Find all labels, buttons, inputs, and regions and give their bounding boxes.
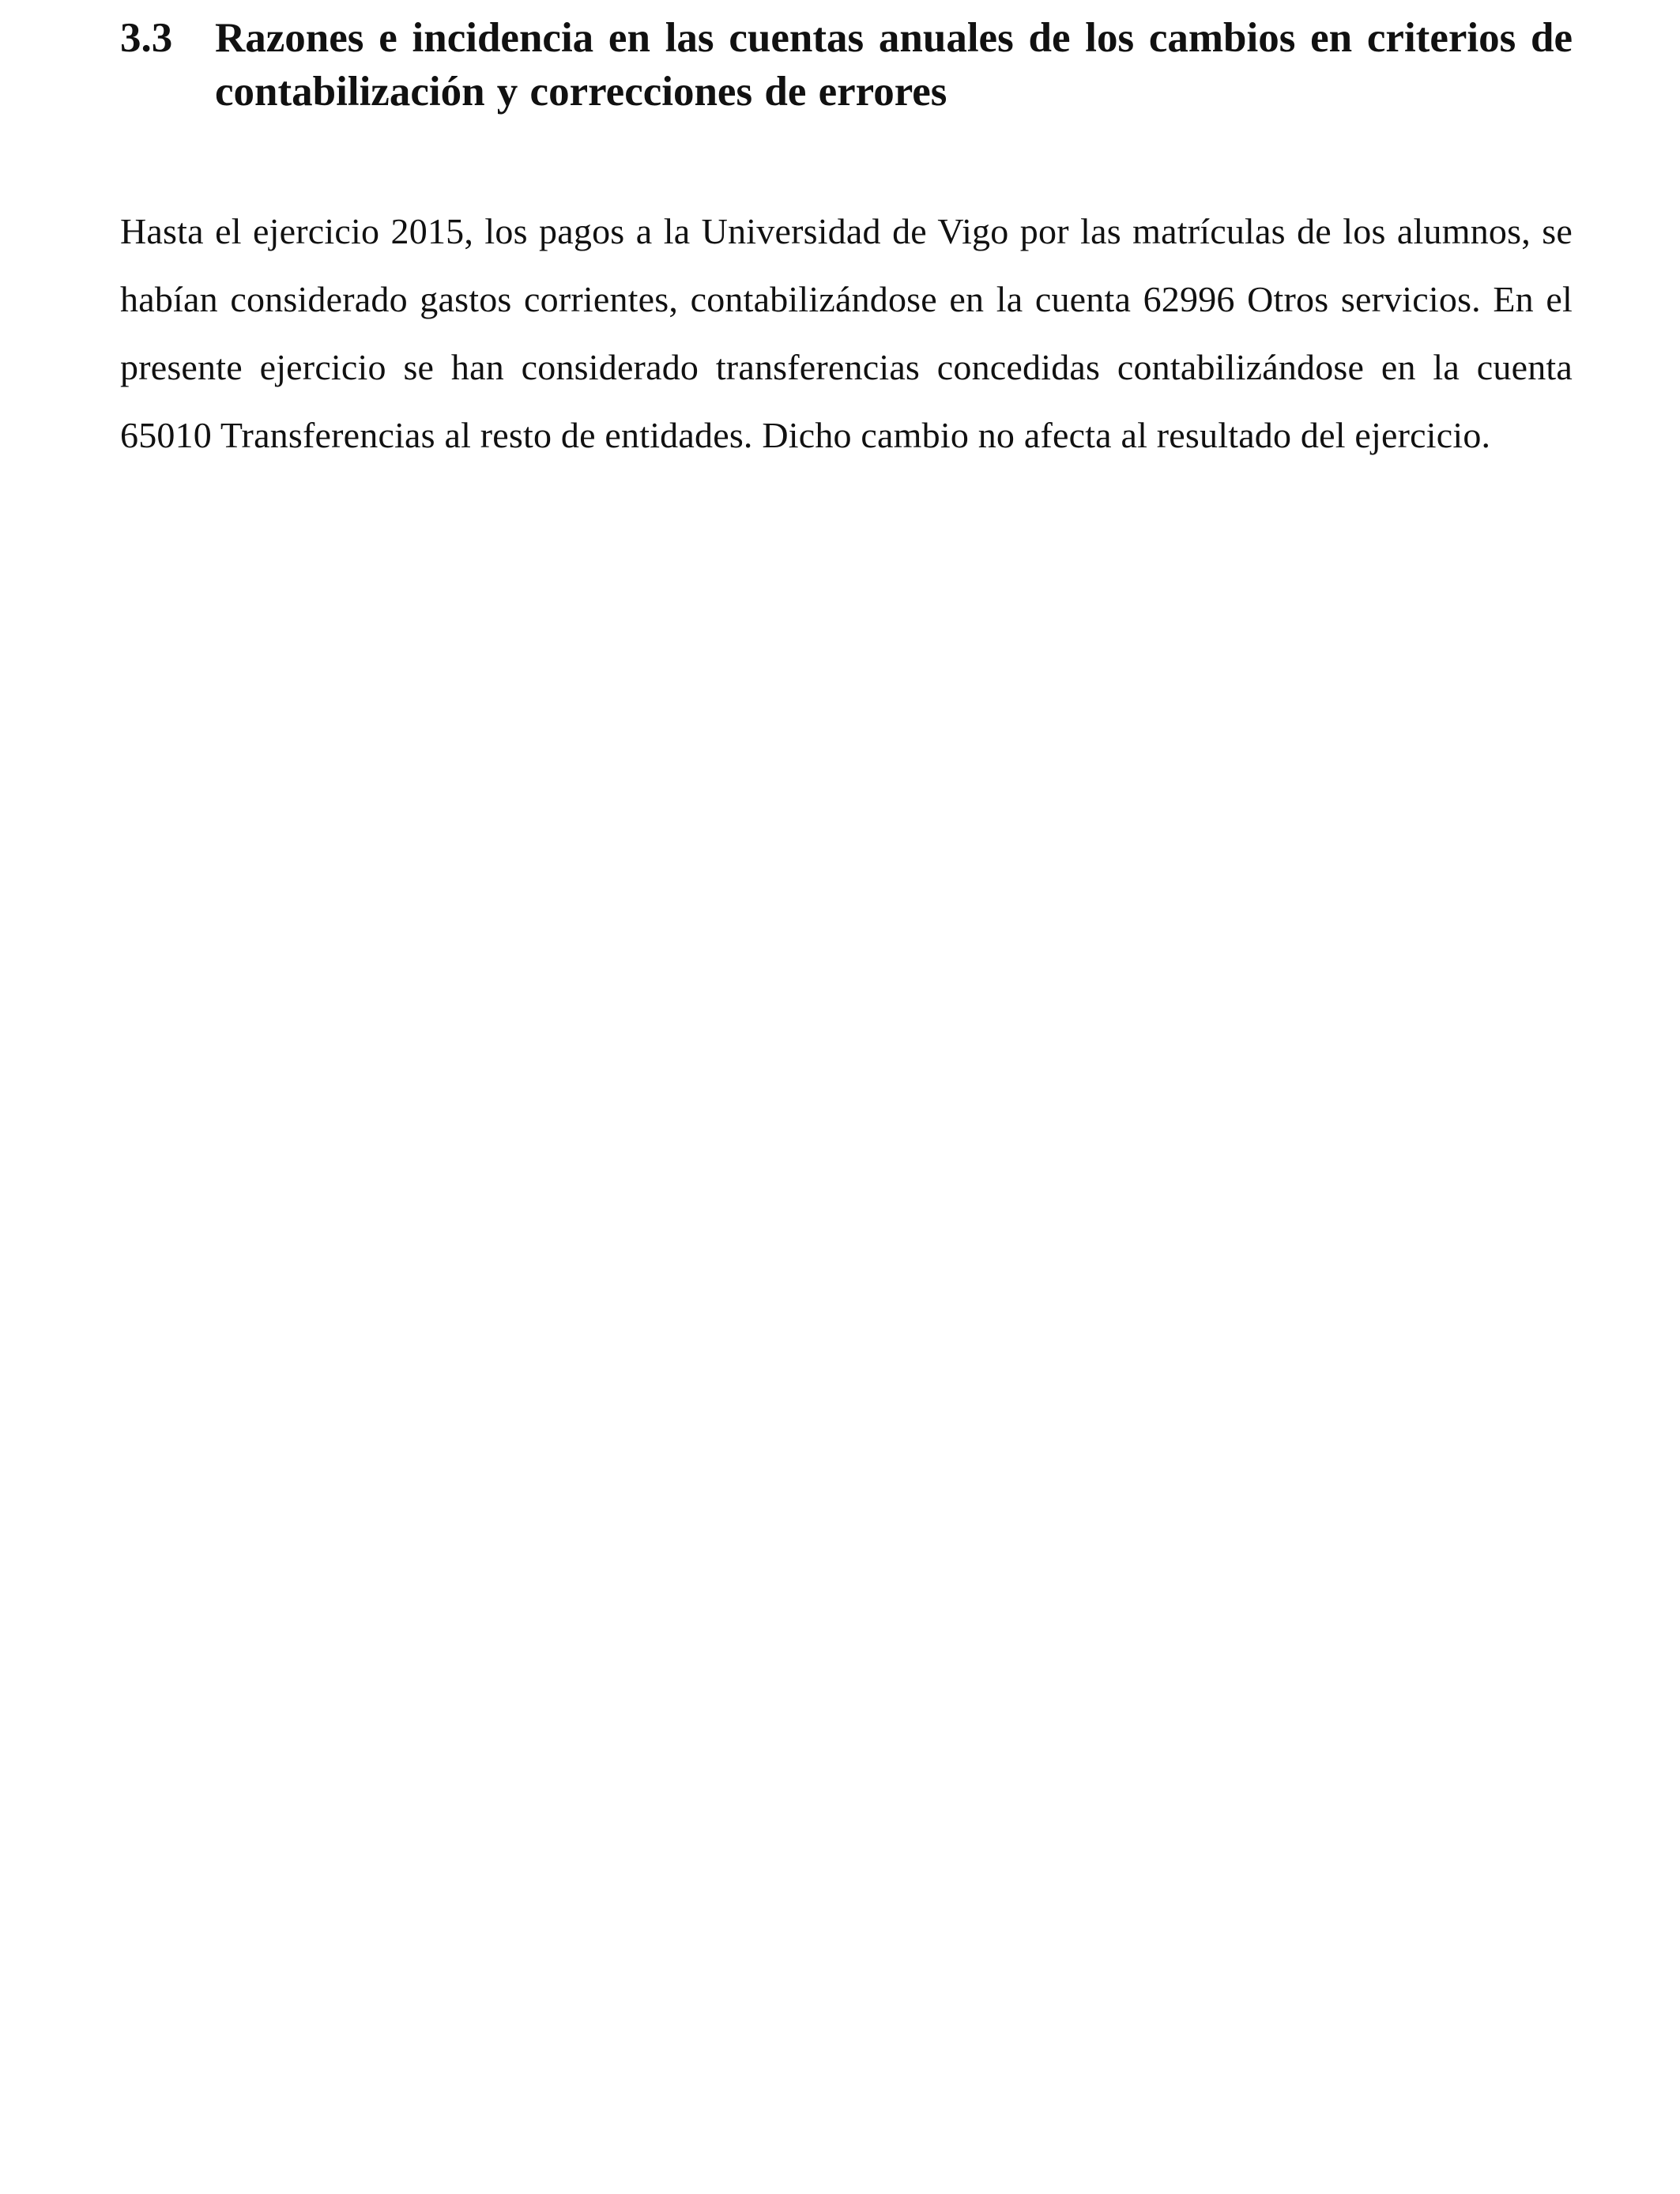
section-number: 3.3 <box>120 15 173 61</box>
body-paragraph: Hasta el ejercicio 2015, los pagos a la Universidad de Vigo por las matrículas de los alumnos, se habían considerado gastos corrientes, contabilizándose en la cuenta 62996 Otros servicios. En el presente ejercicio se han considerado transferencias concedidas contabilizándose en la cuenta 65010 Transferencias al resto de entidades. Dicho cambio no afecta al resultado del ejercicio. <box>120 211 1573 455</box>
section-title: Razones e incidencia en las cuentas anuales de los cambios en criterios de contabilización y correcciones de errores <box>215 15 1573 115</box>
section-heading <box>120 11 1573 119</box>
